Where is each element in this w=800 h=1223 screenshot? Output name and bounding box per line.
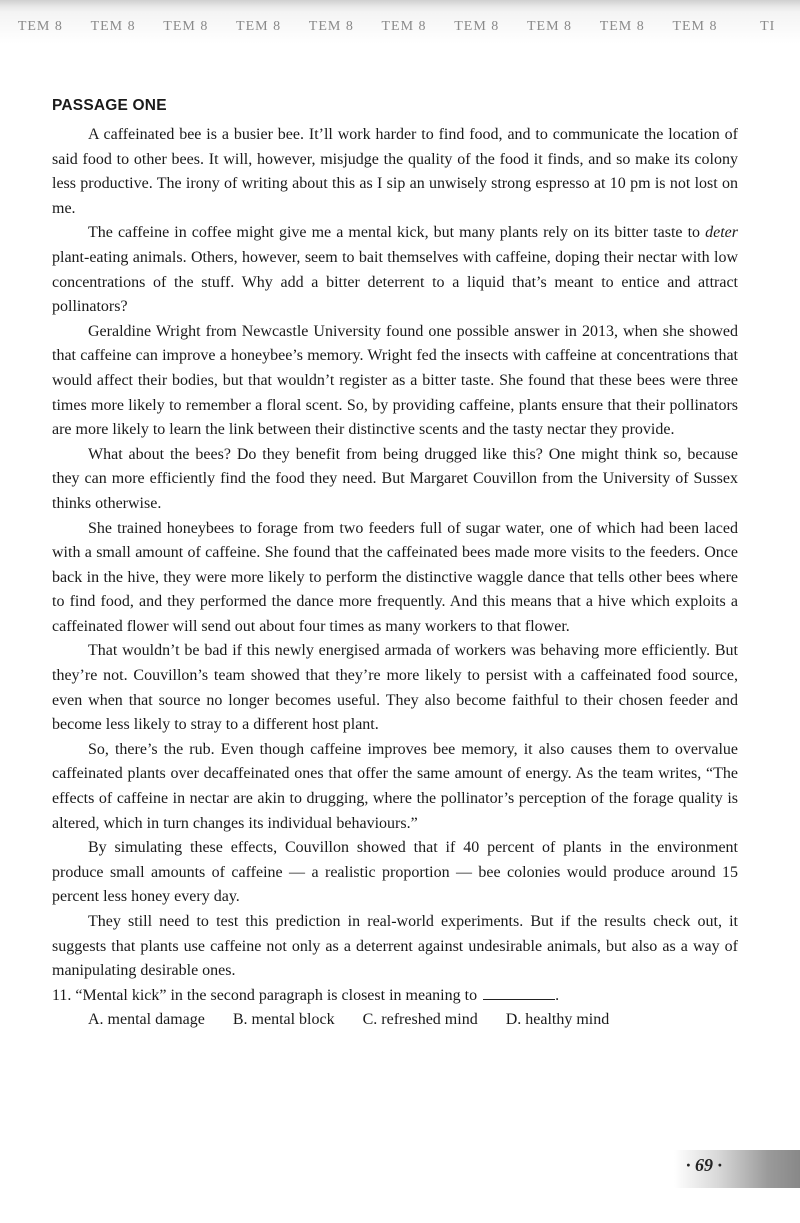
header-band bbox=[0, 0, 800, 46]
paragraph-2-before: The caffeine in coffee might give me a mental kick, but many plants rely on its bitter taste to bbox=[88, 224, 706, 242]
option-c[interactable]: C. refreshed mind bbox=[362, 1010, 478, 1028]
option-b[interactable]: B. mental block bbox=[232, 1010, 335, 1028]
paragraph-7: So, there’s the rub. Even though caffeine improves bee memory, it also causes them to overvalue caffeinated plants over decaffeinated ones that offer the same amount of energy. As the team writes, “The effects of caffeine in nectar are akin to drugging, where the pollinator’s perception of the forage quality is altered, which in turn changes its individual behaviours.” bbox=[52, 740, 738, 832]
answer-options bbox=[88, 1008, 738, 1032]
option-d[interactable]: D. healthy mind bbox=[505, 1010, 610, 1028]
header-mark: TEM 8 bbox=[454, 19, 500, 34]
header-mark: TEM 8 bbox=[526, 19, 573, 34]
header-mark: TEM 8 bbox=[672, 19, 718, 34]
paragraph-2 bbox=[52, 221, 738, 319]
answer-blank[interactable] bbox=[483, 985, 555, 1000]
header-mark: TEM 8 bbox=[308, 19, 354, 34]
header-mark: TEM 8 bbox=[236, 19, 282, 34]
question-number: 11. bbox=[52, 986, 72, 1004]
question-11 bbox=[52, 984, 738, 1008]
header-mark: TEM 8 bbox=[163, 19, 209, 34]
paragraph-2-after: plant-eating animals. Others, however, seem to bait themselves with caffeine, doping their nectar with low concentrations of the stuff. Why add a bitter deterrent to a liquid that’s meant to entice and attract pollinators? bbox=[52, 248, 738, 316]
header-mark: TEM 8 bbox=[599, 19, 645, 34]
paragraph-1: A caffeinated bee is a busier bee. It’ll work harder to find food, and to communicate the location of said food to other bees. It will, however, misjudge the quality of the food it finds, and so make its colony less productive. The irony of writing about this as I sip an unwisely strong espresso at 10 pm is not lost on me. bbox=[52, 126, 738, 217]
header-marks bbox=[4, 19, 800, 35]
header-mark: TI bbox=[760, 19, 776, 34]
header-mark: TEM 8 bbox=[381, 19, 427, 34]
question-end: . bbox=[555, 986, 560, 1004]
passage-title: PASSAGE ONE bbox=[52, 97, 167, 114]
paragraph-6: That wouldn’t be bad if this newly energised armada of workers was behaving more efficiently. But they’re not. Couvillon’s team showed that they’re more likely to persist with a caffeinated food source, even when that source no longer becomes useful. They also become faithful to their chosen feeder and become less likely to stray to a different host plant. bbox=[52, 642, 738, 734]
paragraph-2-italic-word: deter bbox=[705, 224, 738, 242]
passage bbox=[52, 97, 738, 1032]
paragraph-8: By simulating these effects, Couvillon showed that if 40 percent of plants in the environment produce small amounts of caffeine — a realistic proportion — bee colonies would produce around 15 percent less honey every day. bbox=[52, 839, 738, 906]
header-mark: TEM 8 bbox=[17, 19, 63, 34]
page-number: · 69 · bbox=[686, 1155, 722, 1175]
paragraph-4: What about the bees? Do they benefit from being drugged like this? One might think so, because they can more efficiently find the food they need. But Margaret Couvillon from the University of Sussex thinks otherwise. bbox=[52, 445, 738, 512]
option-a[interactable]: A. mental damage bbox=[88, 1010, 205, 1028]
question-text: “Mental kick” in the second paragraph is closest in meaning to bbox=[75, 986, 478, 1004]
paragraph-9: They still need to test this prediction in real-world experiments. But if the results check out, it suggests that plants use caffeine not only as a deterrent against undesirable animals, but also as a way of manipulating desirable ones. bbox=[52, 913, 738, 980]
paragraph-5: She trained honeybees to forage from two feeders full of sugar water, one of which had been laced with a small amount of caffeine. She found that the caffeinated bees made more visits to the feeders. Once back in the hive, they were more likely to perform the distinctive waggle dance that tells other bees where to find food, and they performed the dance more frequently. And this means that a hive which exploits a caffeinated flower will send out about four times as many workers to that flower. bbox=[52, 519, 738, 635]
paragraph-3: Geraldine Wright from Newcastle University found one possible answer in 2013, when she showed that caffeine can improve a honeybee’s memory. Wright fed the insects with caffeine at concentrations that would affect their bodies, but that wouldn’t register as a bitter taste. She found that these bees were three times more likely to remember a floral scent. So, by providing caffeine, plants ensure that their pollinators are more likely to learn the link between their distinctive scents and the tasty nectar they provide. bbox=[52, 322, 738, 439]
header-mark: TEM 8 bbox=[90, 19, 136, 34]
